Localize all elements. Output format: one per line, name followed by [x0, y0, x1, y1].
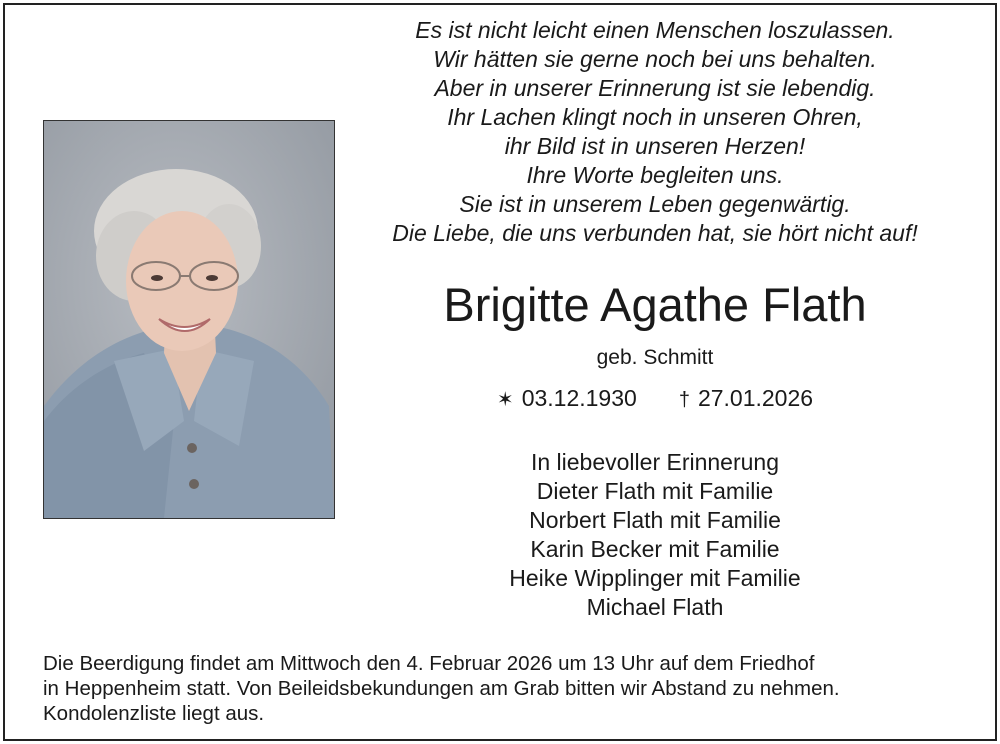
funeral-notice: [43, 651, 973, 726]
memorial-poem: [340, 16, 970, 248]
poem-line: Ihr Lachen klingt noch in unseren Ohren,: [447, 104, 863, 130]
portrait-illustration: [44, 121, 334, 518]
poem-line: ihr Bild ist in unseren Herzen!: [504, 133, 806, 159]
mourner-entry: Dieter Flath mit Familie: [536, 478, 774, 504]
mourner-entry: Norbert Flath mit Familie: [529, 507, 781, 533]
birth-date: 03.12.1930: [521, 385, 637, 411]
death-date: 27.01.2026: [697, 385, 814, 411]
mourners-intro: In liebevoller Erinnerung: [530, 449, 780, 475]
poem-line: Wir hätten sie gerne noch bei uns behalten.: [433, 46, 877, 72]
mourner-entry: Heike Wipplinger mit Familie: [509, 565, 801, 591]
poem-line: Ihre Worte begleiten uns.: [526, 162, 784, 188]
poem-line: Aber in unserer Erinnerung ist sie lebendig.: [434, 75, 876, 101]
mourner-entry: Michael Flath: [586, 594, 724, 620]
birth-name: geb. Schmitt: [596, 346, 714, 369]
star-icon: ✶: [496, 389, 514, 411]
portrait-photo: [43, 120, 335, 519]
mourner-entry: Karin Becker mit Familie: [530, 536, 780, 562]
mourners-list: [340, 448, 970, 622]
funeral-line: Kondolenzliste liegt aus.: [43, 702, 265, 725]
funeral-line: Die Beerdigung findet am Mittwoch den 4. Februar 2026 um 13 Uhr auf dem Friedhof: [43, 652, 815, 675]
life-dates: [340, 383, 970, 415]
deceased-name: Brigitte Agathe Flath: [443, 278, 867, 331]
cross-icon: †: [678, 389, 690, 411]
poem-line: Die Liebe, die uns verbunden hat, sie hört nicht auf!: [392, 220, 918, 246]
funeral-line: in Heppenheim statt. Von Beileidsbekundungen am Grab bitten wir Abstand zu nehmen.: [43, 677, 840, 700]
poem-line: Sie ist in unserem Leben gegenwärtig.: [459, 191, 851, 217]
poem-line: Es ist nicht leicht einen Menschen loszulassen.: [415, 17, 895, 43]
